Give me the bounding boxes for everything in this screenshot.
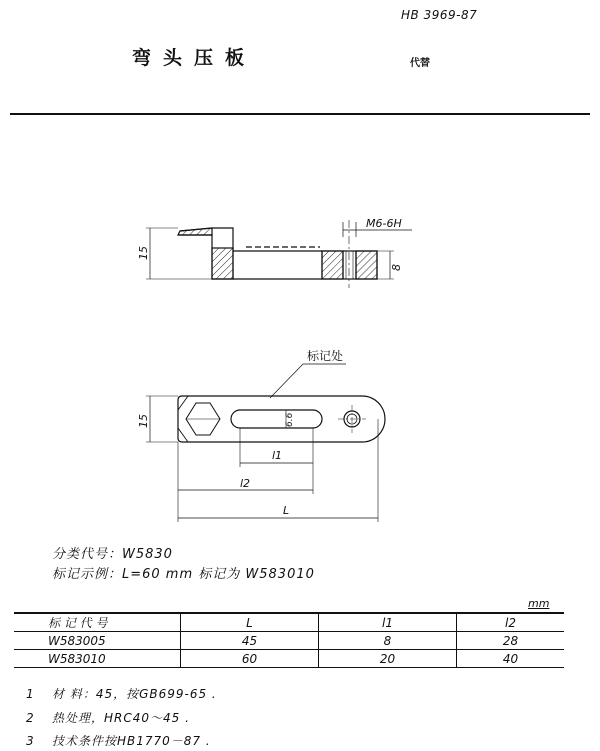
document-title: 弯头压板 bbox=[132, 47, 257, 69]
header-l1: l1 bbox=[319, 613, 457, 632]
cell-L: 60 bbox=[181, 650, 319, 668]
dim-l1: l1 bbox=[272, 449, 283, 462]
cell-l1: 8 bbox=[319, 632, 457, 650]
slot-width: 6.6 bbox=[285, 412, 295, 427]
header-rule bbox=[10, 113, 590, 115]
slot bbox=[231, 410, 322, 428]
table-row bbox=[14, 632, 564, 650]
note-number: 3 bbox=[26, 734, 35, 748]
cell-l2: 28 bbox=[457, 632, 565, 650]
unit-label: mm bbox=[528, 597, 550, 610]
note-text: 材 料：45，按GB699-65 . bbox=[52, 687, 217, 701]
header-code: 标 记 代 号 bbox=[14, 613, 181, 632]
size-table bbox=[14, 612, 564, 668]
note-text: 技术条件按HB1770－87 . bbox=[52, 734, 211, 748]
dim-15-plan: 15 bbox=[137, 414, 150, 428]
cell-l1: 20 bbox=[319, 650, 457, 668]
dim-15-front: 15 bbox=[137, 246, 150, 260]
mark-label: 标记处 bbox=[307, 349, 344, 363]
note-number: 1 bbox=[26, 687, 35, 701]
cell-l2: 40 bbox=[457, 650, 565, 668]
cell-code: W583005 bbox=[14, 632, 181, 650]
note-item bbox=[26, 709, 190, 726]
replaces-label: 代替 bbox=[410, 58, 430, 69]
dim-L: L bbox=[283, 504, 290, 517]
standard-number: HB 3969-87 bbox=[401, 8, 478, 22]
section-view bbox=[146, 220, 412, 288]
header-l2: l2 bbox=[457, 613, 565, 632]
note-item bbox=[26, 685, 217, 702]
note-item bbox=[26, 732, 211, 749]
dim-8: 8 bbox=[390, 264, 403, 271]
plan-view bbox=[146, 364, 385, 522]
technical-drawing bbox=[0, 120, 600, 530]
thread-callout: M6-6H bbox=[366, 217, 402, 230]
dim-l2: l2 bbox=[240, 477, 251, 490]
cell-L: 45 bbox=[181, 632, 319, 650]
note-number: 2 bbox=[26, 711, 35, 725]
cell-code: W583010 bbox=[14, 650, 181, 668]
table-row bbox=[14, 650, 564, 668]
marking-example: 标记示例：L=60 mm 标记为 W583010 bbox=[52, 567, 315, 582]
note-text: 热处理，HRC40～45 . bbox=[52, 711, 190, 725]
header-L: L bbox=[181, 613, 319, 632]
classification-code: 分类代号：W5830 bbox=[52, 547, 173, 562]
hook-section bbox=[212, 248, 233, 279]
